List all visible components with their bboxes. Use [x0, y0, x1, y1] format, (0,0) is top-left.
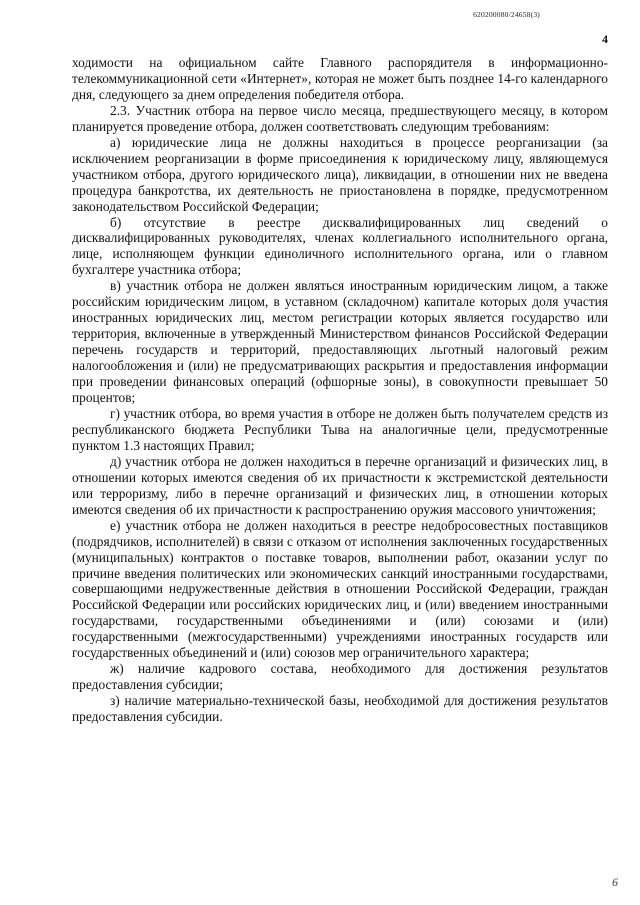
requirement-zh: ж) наличие кадрового состава, необходимого для достижения результатов предоставления субсидии;: [72, 661, 608, 693]
document-body: [72, 55, 608, 725]
requirement-v: в) участник отбора не должен являться иностранным юридическим лицом, а также российским юридическим лицом, в уставном (складочном) капитале которых доля участия иностранных юридических лиц, местом регистрации которых является государство или территория, включенные в утвержденный Министерством финансов Российской Федерации перечень государств и территорий, предоставляющих льготный налоговый режим налогообложения и (или) не предусматривающих раскрытия и предоставления информации при проведении финансовых операций (офшорные зоны), в совокупности превышает 50 процентов;: [72, 278, 608, 406]
requirement-z: з) наличие материально-технической базы, необходимой для достижения результатов предоставления субсидии.: [72, 693, 608, 725]
requirement-d: д) участник отбора не должен находиться в перечне организаций и физических лиц, в отношении которых имеются сведения об их причастности к экстремистской деятельности или терроризму, либо в перечне организаций и физических лиц, в отношении которых имеются сведения об их причастности к распространению оружия массового уничтожения;: [72, 453, 608, 517]
requirement-e: е) участник отбора не должен находиться в реестре недобросовестных поставщиков (подрядчиков, исполнителей) в связи с отказом от исполнения заключенных государственных (муниципальных) контрактов о поставке товаров, выполнении работ, оказании услуг по причине введения политических или экономических санкций иностранными государствами, совершающими недружественные действия в отношении Российской Федерации, граждан Российской Федерации или российских юридических лиц, и (или) введением иностранными государствами, государственными объединениями и (или) союзами и (или) государственными (межгосударственными) учреждениями иностранных государств или государственных объединений и (или) союзов мер ограничительного характера;: [72, 517, 608, 661]
requirement-a: а) юридические лица не должны находиться в процессе реорганизации (за исключением реорганизации в форме присоединения к юридическому лицу, являющемуся участником отбора, другого юридического лица), ликвидации, в отношении них не введена процедура банкротства, их деятельность не приостановлена в порядке, предусмотренном законодательством Российской Федерации;: [72, 134, 608, 214]
document-code: 620200080/24658(3): [473, 10, 540, 19]
page-number: 4: [602, 32, 608, 46]
requirement-b: б) отсутствие в реестре дисквалифицированных лиц сведений о дисквалифицированных руководителях, членах коллегиального исполнительного органа, лице, исполняющем функции единоличного исполнительного органа, или о главном бухгалтере участника отбора;: [72, 214, 608, 278]
corner-handwritten-mark: 6: [612, 875, 618, 889]
requirement-g: г) участник отбора, во время участия в отборе не должен быть получателем средств из республиканского бюджета Республики Тыва на аналогичные цели, предусмотренные пунктом 1.3 настоящих Правил;: [72, 405, 608, 453]
paragraph-2-3: 2.3. Участник отбора на первое число месяца, предшествующего месяцу, в котором планируется проведение отбора, должен соответствовать следующим требованиям:: [72, 102, 608, 134]
paragraph-continuation: ходимости на официальном сайте Главного распорядителя в информационно-телекоммуникационной сети «Интернет», которая не может быть позднее 14-го календарного дня, следующего за днем определения победителя отбора.: [72, 55, 608, 102]
